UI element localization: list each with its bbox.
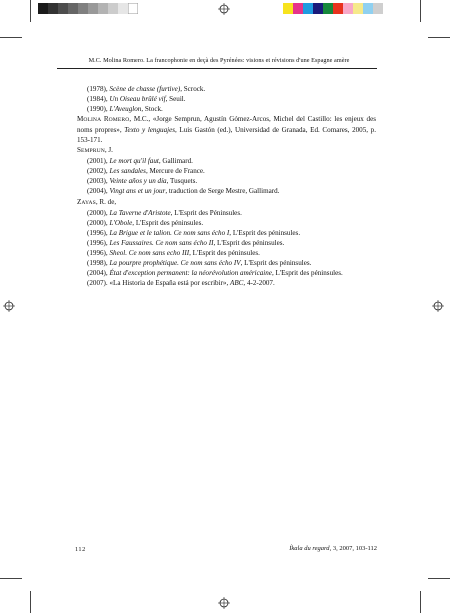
bibliography-entry (77, 218, 376, 228)
bibliography-entry (77, 156, 376, 166)
entry-text: , Gallimard. (158, 157, 193, 166)
entry-text: (2001), (87, 157, 110, 166)
color-swatch (333, 3, 343, 14)
bibliography-author-entry (77, 145, 376, 156)
entry-text: (1998), (87, 258, 110, 267)
crop-mark (420, 0, 421, 22)
gray-swatch (78, 3, 88, 14)
bibliography-entry (77, 166, 376, 176)
entry-text: , L'Esprit des péninsules. (132, 218, 204, 227)
entry-text: (1984), (87, 95, 110, 104)
crop-mark (30, 591, 31, 613)
entry-text: , L'Esprit des Péninsules. (170, 208, 242, 217)
registration-mark-top-icon (218, 3, 230, 15)
entry-text: (2007). «La Historia de España está por escribir», (87, 278, 231, 287)
entry-text: , Tusquets. (166, 177, 198, 186)
crop-mark (30, 0, 31, 22)
header-rule (57, 68, 377, 69)
entry-text: , L'Esprit des péninsules. (240, 258, 312, 267)
gray-swatch (48, 3, 58, 14)
entry-text: , L'Esprit des péninsules. (229, 228, 301, 237)
crop-mark (0, 37, 22, 38)
gray-swatch (88, 3, 98, 14)
crop-mark (420, 591, 421, 613)
work-title: La Brigue et le talion. Ce nom sans écho I (109, 228, 230, 237)
work-title: La Taverne d'Aristote (109, 208, 171, 217)
bibliography-entry (77, 94, 376, 104)
registration-mark-right-icon (432, 300, 444, 312)
gray-calibration-bar (38, 3, 138, 14)
bibliography-entry (77, 248, 376, 258)
color-swatch (303, 3, 313, 14)
color-swatch (363, 3, 373, 14)
color-swatch (373, 3, 383, 14)
entry-text: , J. (104, 146, 113, 155)
entry-text: , M.C., «Jorge Semprun, Agustín Gómez-Arcos, Michel del Castillo: les enjeux des noms propres», (77, 115, 376, 135)
work-title: Scène de chasse (furtive) (109, 85, 181, 93)
entry-text: (2004), (87, 187, 110, 196)
journal-title: Íkala du regard (289, 545, 330, 552)
crop-mark (428, 578, 450, 579)
work-title: Texto y lenguajes (124, 126, 175, 135)
entry-text: (1978), (87, 85, 110, 93)
bibliography-entry (77, 228, 376, 238)
work-title: Les sandales (109, 167, 146, 176)
work-title: L'Obole (109, 218, 133, 227)
entry-text: (2004), (87, 268, 110, 277)
work-title: L'Aveuglon (109, 105, 142, 114)
author-name: ZAYAS (77, 197, 96, 206)
bibliography-entry (77, 238, 376, 248)
gray-swatch (58, 3, 68, 14)
entry-text: , Stock. (141, 105, 163, 114)
entry-text: , R. de, (95, 197, 117, 206)
color-swatch (293, 3, 303, 14)
work-title: ABC (230, 278, 244, 287)
gray-swatch (68, 3, 78, 14)
entry-text: (2002), (87, 167, 110, 176)
bibliography-entry (77, 84, 376, 94)
entry-text: (1990), (87, 105, 110, 114)
crop-mark (0, 578, 22, 579)
color-swatch (353, 3, 363, 14)
work-title: Un Oiseau brûlé vif (109, 95, 166, 104)
bibliography-author-entry (77, 197, 376, 208)
bibliography-entry (77, 186, 376, 196)
work-title: Sheol. Ce nom sans echo III (109, 248, 190, 257)
bibliography-entry (77, 104, 376, 114)
work-title: Veinte años y un día (109, 177, 167, 186)
entry-text: , L'Esprit des péninsules. (189, 248, 260, 257)
work-title: La pourpre prophétique. Ce nom sans écho IV (109, 258, 241, 267)
entry-text: (2000), (87, 208, 110, 217)
color-swatch (283, 3, 293, 14)
bibliography-entry (77, 208, 376, 218)
work-title: État d'exception permanent: la néorévolution américaine (109, 268, 272, 277)
color-swatch (323, 3, 333, 14)
registration-mark-left-icon (3, 300, 15, 312)
entry-text: , Scrock. (180, 85, 206, 93)
work-title: Vingt ans et un jour (109, 187, 166, 196)
entry-text: , L'Esprit des péninsules. (271, 268, 343, 277)
bibliography-entry (77, 176, 376, 186)
entry-text: (2003), (87, 177, 110, 186)
bibliography-entry (77, 268, 376, 278)
entry-text: , traduction de Serge Mestre, Gallimard. (165, 187, 280, 196)
running-header: M.C. Molina Romero. La francophonie en deçà des Pyrénées: visions et révisions d'une Espagne amère (88, 57, 350, 64)
author-name: SEMPRUN (77, 146, 105, 155)
page-number: 112 (75, 546, 86, 553)
entry-text: (2000), (87, 218, 110, 227)
entry-text: (1996), (87, 238, 110, 247)
color-calibration-bar (283, 3, 383, 14)
work-title: Les Faussaires. Ce nom sans écho II (109, 238, 214, 247)
author-name: MOLINA ROMERO (77, 115, 130, 124)
gray-swatch (128, 3, 138, 14)
entry-text: , Mercure de France. (145, 167, 205, 176)
gray-swatch (118, 3, 128, 14)
gray-swatch (38, 3, 48, 14)
entry-text: , L'Esprit des péninsules. (213, 238, 285, 247)
entry-text: , Luis Gastón (ed.), Universidad de Granada, Ed. Comares, 2005, p. 153-171. (77, 126, 376, 145)
crop-mark (428, 37, 450, 38)
bibliography-author-entry (77, 114, 376, 145)
registration-mark-bottom-icon (218, 597, 230, 609)
entry-text: (1996), (87, 248, 110, 257)
gray-swatch (98, 3, 108, 14)
color-swatch (343, 3, 353, 14)
journal-citation (289, 545, 377, 552)
gray-swatch (108, 3, 118, 14)
journal-issue: , 3, 2007, 103-112 (329, 545, 377, 552)
entry-text: (1996), (87, 228, 110, 237)
work-title: Le mort qu'il faut (109, 157, 159, 166)
color-swatch (313, 3, 323, 14)
bibliography-entry (77, 278, 376, 288)
bibliography-entry (77, 258, 376, 268)
entry-text: , Seuil. (165, 95, 186, 104)
bibliography-list (77, 84, 376, 288)
entry-text: , 4-2-2007. (243, 278, 275, 287)
